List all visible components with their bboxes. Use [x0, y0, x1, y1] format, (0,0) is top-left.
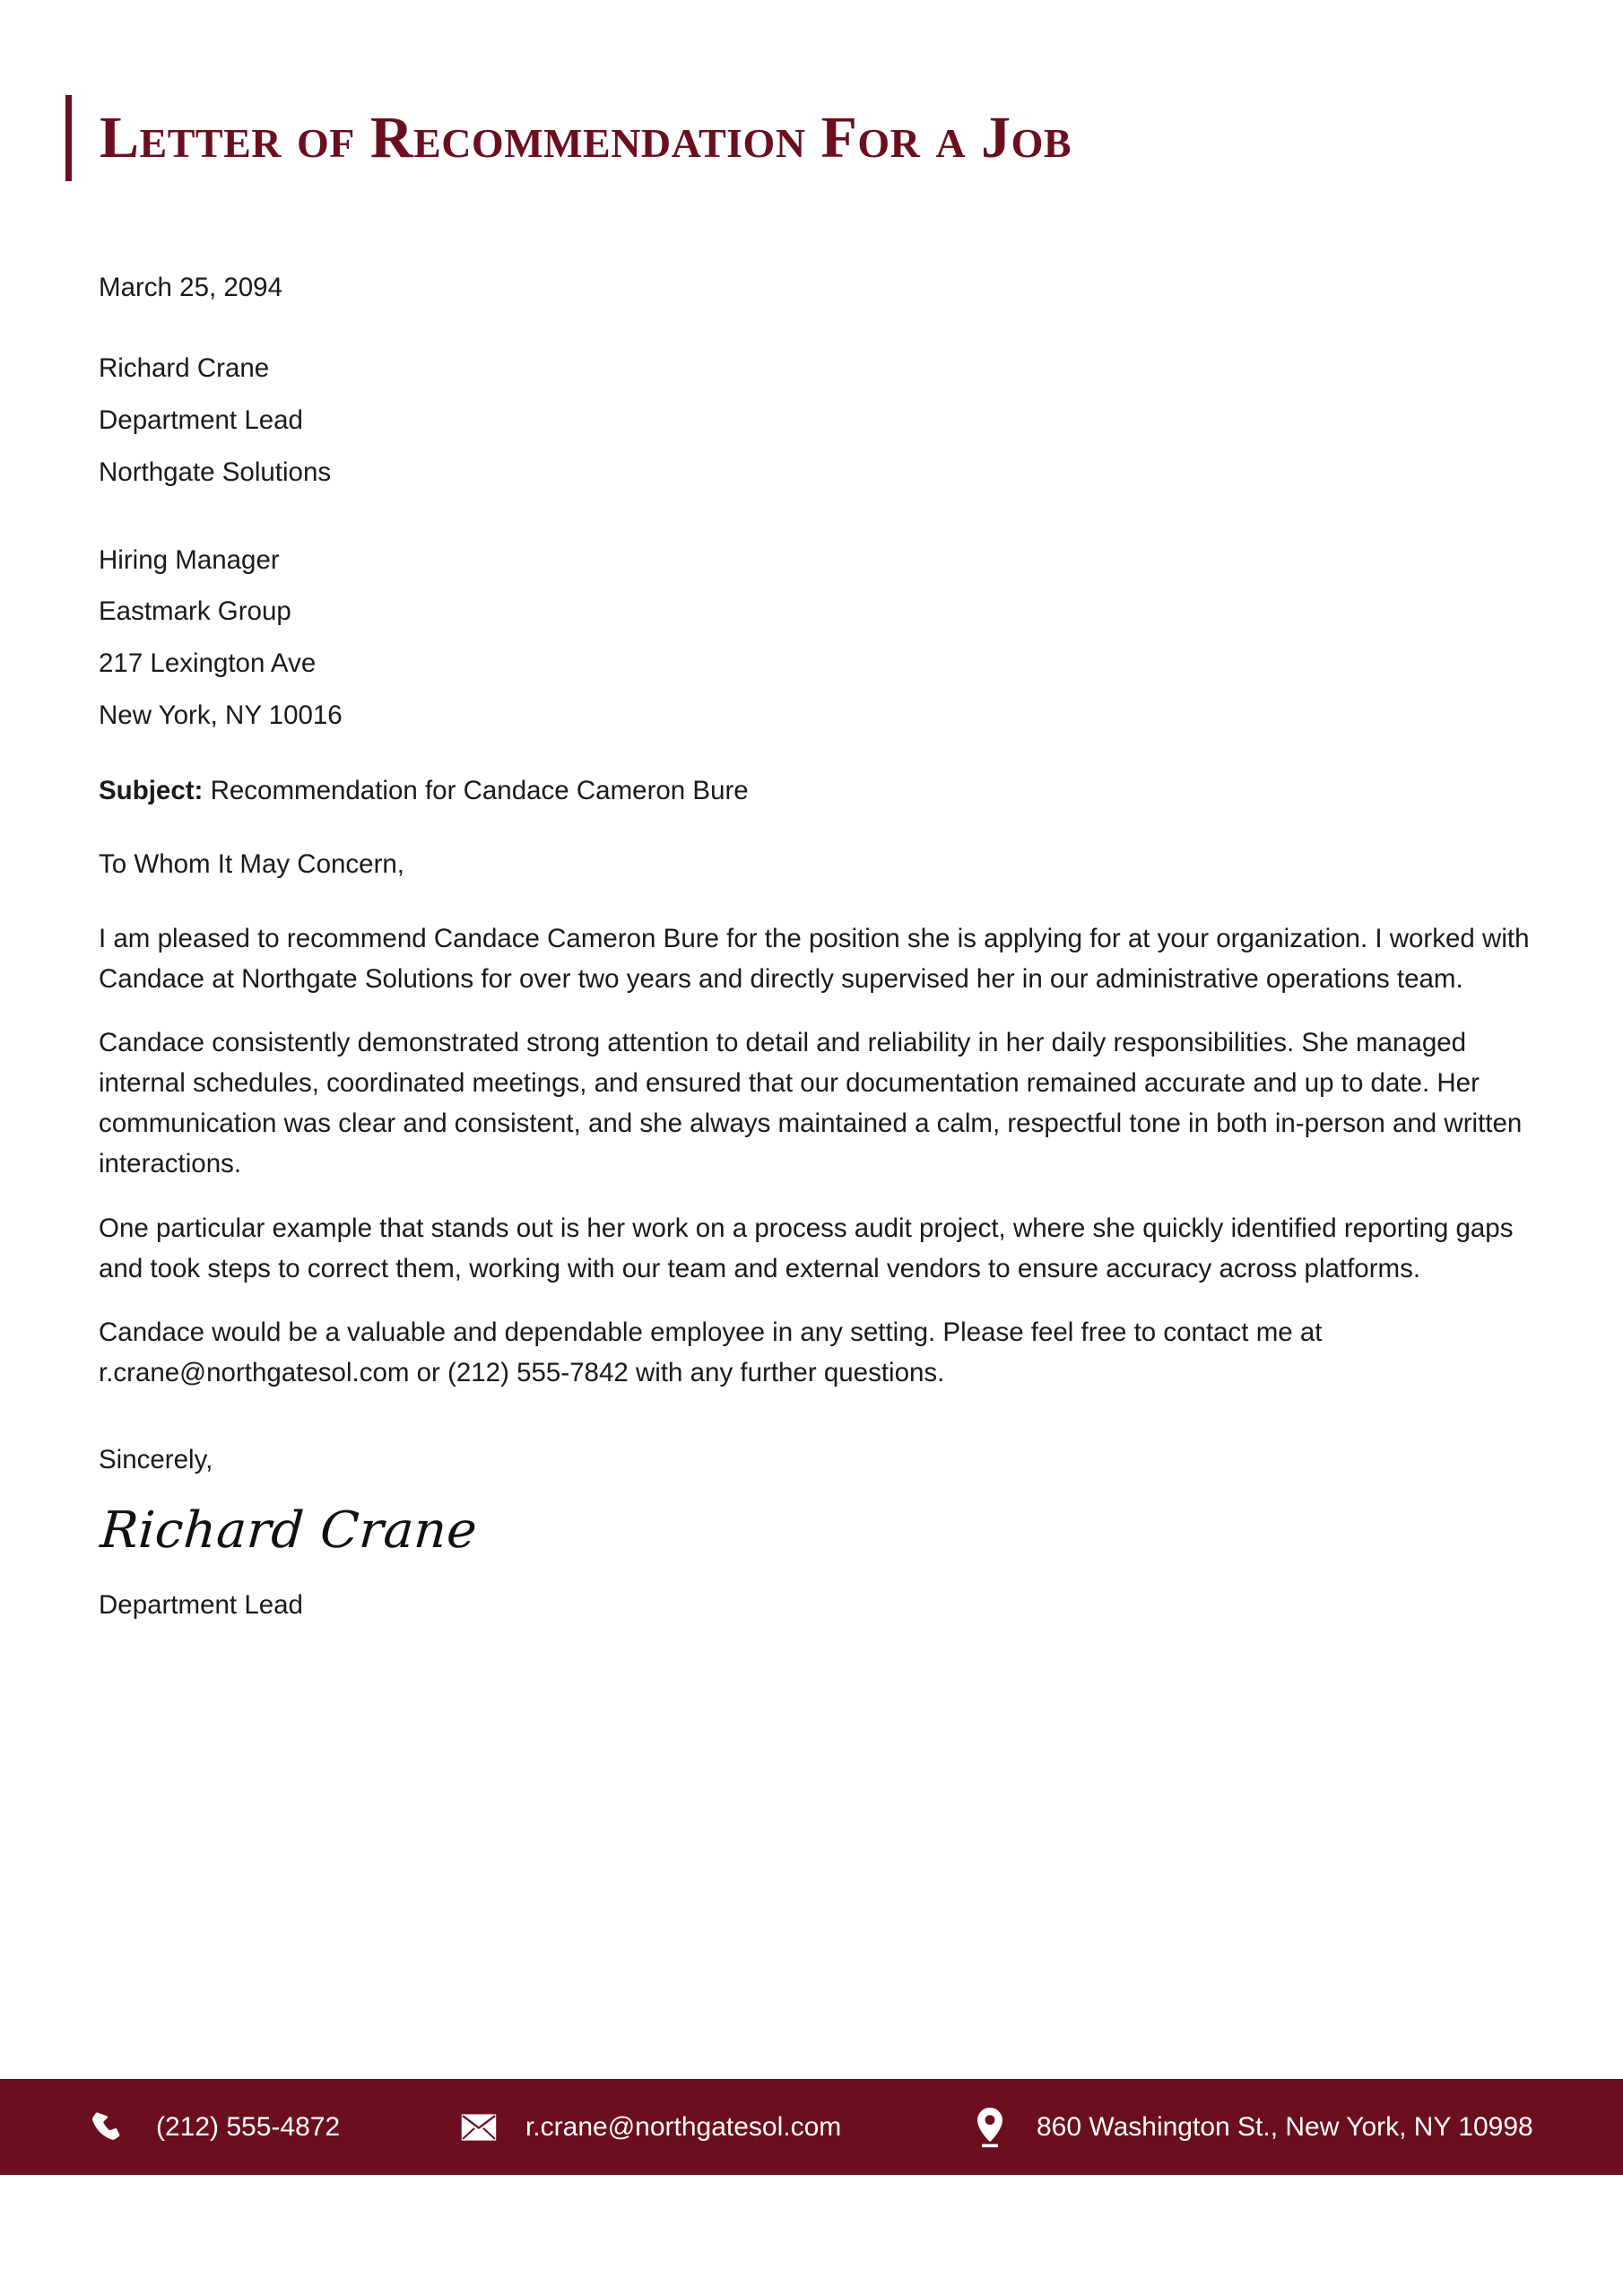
sender-block — [99, 350, 1533, 491]
subject-text: Recommendation for Candace Cameron Bure — [203, 776, 749, 805]
phone-icon — [86, 2108, 126, 2147]
subject-label: Subject: — [99, 776, 204, 805]
spacer — [99, 749, 1533, 772]
body-paragraph: Candace would be a valuable and dependable employee in any setting. Please feel free to contact me at r.crane@northgatesol.com or (212) 555-7842 with any further questions. — [99, 1318, 1323, 1388]
spacer — [99, 883, 1533, 919]
sender-company: Northgate Solutions — [99, 457, 332, 487]
page-title-block — [65, 95, 1072, 181]
footer-address-item[interactable] — [970, 2079, 1533, 2175]
sender-name: Richard Crane — [99, 352, 270, 383]
letter-body — [99, 269, 1533, 1624]
body-paragraph: Candace consistently demonstrated strong attention to detail and reliability in her daily responsibilities. She managed internal schedules, coordinated meetings, and ensured that our documentation remained accurate and up to date. Her communication was clear and consistent, and she always maintained a calm, respectful tone in both in-person and written interactions. — [99, 1028, 1523, 1178]
envelope-icon — [459, 2108, 499, 2147]
footer-address-text: 860 Washington St., New York, NY 10998 — [1037, 2111, 1533, 2142]
signature: Richard Crane — [98, 1500, 480, 1560]
location-pin-icon — [970, 2108, 1010, 2147]
footer-email-item[interactable] — [459, 2079, 841, 2175]
recipient-street: 217 Lexington Ave — [99, 648, 317, 679]
footer-email-text: r.crane@northgatesol.com — [525, 2111, 842, 2142]
recipient-name: Hiring Manager — [99, 544, 280, 575]
title-accent-bar — [65, 95, 72, 181]
spacer — [99, 1418, 1533, 1441]
recipient-city-state-zip: New York, NY 10016 — [99, 700, 343, 731]
closing-line: Sincerely, — [99, 1445, 213, 1475]
spacer — [99, 506, 1533, 542]
sender-title: Department Lead — [99, 404, 303, 435]
letter-date: March 25, 2094 — [99, 273, 282, 302]
footer-phone-item[interactable] — [86, 2079, 340, 2175]
spacer — [99, 326, 1533, 350]
subject-line — [99, 772, 1533, 810]
footer-phone-text: (212) 555-4872 — [156, 2111, 341, 2142]
salutation: To Whom It May Concern, — [99, 848, 404, 879]
spacer — [99, 810, 1533, 846]
page-title: Letter of Recommendation For a Job — [100, 105, 1072, 170]
body-paragraph: I am pleased to recommend Candace Cameron Bure for the position she is applying for at your organization. I worked with Candace at Northgate Solutions for over two years and directly supervised her in our administrative operations team. — [99, 923, 1530, 994]
recipient-company: Eastmark Group — [99, 596, 291, 627]
contact-footer — [0, 2079, 1623, 2175]
recipient-block — [99, 542, 1533, 735]
signature-title: Department Lead — [99, 1589, 303, 1620]
body-paragraph: One particular example that stands out is her work on a process audit project, where she quickly identified reporting gaps and took steps to correct them, working with our team and external vendors to ensure accuracy across platforms. — [99, 1213, 1514, 1283]
